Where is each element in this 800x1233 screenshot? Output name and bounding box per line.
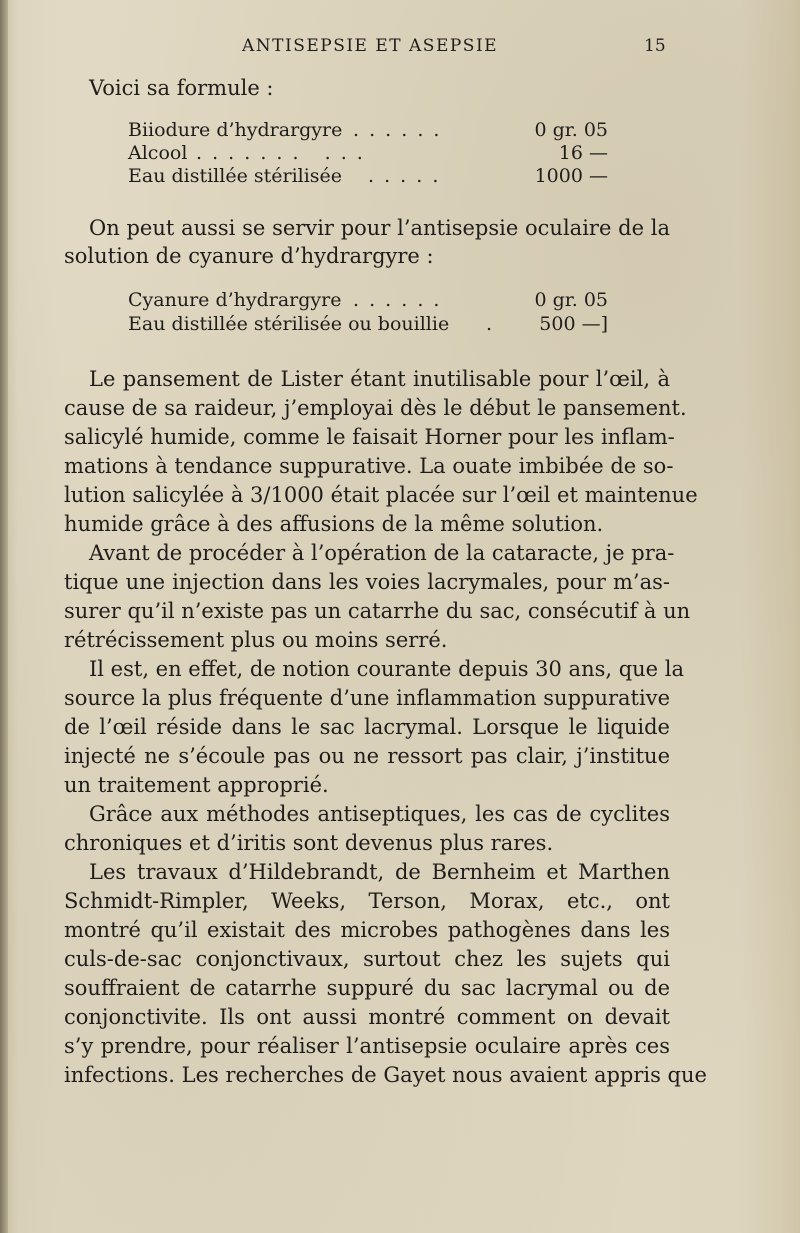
text-line: infections. Les recherches de Gayet nous avaient appris que	[64, 1063, 707, 1087]
ingredient-quantity: 500 —]	[539, 313, 608, 335]
text-line: Schmidt-Rimpler, Weeks, Terson, Morax, etc., ont	[64, 889, 670, 913]
ingredient-name: Cyanure d’hydrargyre	[128, 289, 342, 311]
text-line: souffraient de catarrhe suppuré du sac lacrymal ou de	[64, 976, 670, 1000]
ingredient-quantity: 16 —	[558, 142, 608, 164]
ingredient-quantity: 0 gr. 05	[534, 119, 608, 141]
running-head	[0, 36, 800, 60]
leader-dots: .	[486, 313, 495, 335]
text-line: de l’œil réside dans le sac lacrymal. Lorsque le liquide	[64, 715, 670, 739]
text-line: lution salicylée à 3/1000 était placée sur l’œil et maintenue	[64, 483, 698, 507]
ingredient-name: Alcool	[128, 142, 188, 164]
text-line: mations à tendance suppurative. La ouate imbibée de so-	[64, 454, 674, 478]
leader-dots: . . . . . .	[353, 289, 442, 311]
formula-row	[128, 311, 608, 337]
leader-dots: . . . . . . . . . .	[196, 142, 365, 164]
text-line: surer qu’il n’existe pas un catarrhe du sac, consécutif à un	[64, 599, 691, 623]
ingredient-quantity: 0 gr. 05	[534, 289, 608, 311]
text-line: humide grâce à des affusions de la même solution.	[64, 512, 604, 536]
text-line: s’y prendre, pour réaliser l’antisepsie oculaire après ces	[64, 1034, 670, 1058]
text-line: Avant de procéder à l’opération de la cataracte, je pra-	[89, 541, 675, 565]
text-line: injecté ne s’écoule pas ou ne ressort pas clair, j’institue	[64, 744, 670, 768]
ingredient-name: Eau distillée stérilisée	[128, 165, 343, 187]
ingredient-name: Eau distillée stérilisée ou bouillie	[128, 313, 450, 335]
formula-intro: Voici sa formule :	[89, 76, 274, 100]
text-line: salicylé humide, comme le faisait Horner pour les inflam-	[64, 425, 675, 449]
text-line: culs-de-sac conjonctivaux, surtout chez les sujets qui	[64, 947, 670, 971]
leader-dots: . . . . . .	[353, 119, 442, 141]
leader-dots: . . . . .	[368, 165, 441, 187]
text-line: Grâce aux méthodes antiseptiques, les cas de cyclites	[89, 802, 670, 826]
ingredient-quantity: 1000 —	[534, 165, 608, 187]
text-line: solution de cyanure d’hydrargyre :	[64, 244, 434, 268]
text-line: On peut aussi se servir pour l’antisepsie oculaire de la	[89, 216, 670, 240]
text-line: rétrécissement plus ou moins serré.	[64, 628, 448, 652]
text-line: tique une injection dans les voies lacrymales, pour m’as-	[64, 570, 670, 594]
page-number: 15	[644, 36, 666, 56]
formula-row	[128, 287, 608, 313]
running-title: ANTISEPSIE ET ASEPSIE	[242, 36, 499, 56]
page-binding-edge	[0, 0, 8, 1233]
text-line: un traitement approprié.	[64, 773, 329, 797]
text-line: conjonctivite. Ils ont aussi montré comment on devait	[64, 1005, 670, 1029]
text-line: Les travaux d’Hildebrandt, de Bernheim et Marthen	[89, 860, 670, 884]
text-line: montré qu’il existait des microbes pathogènes dans les	[64, 918, 670, 942]
text-line: cause de sa raideur, j’employai dès le début le pansement.	[64, 396, 687, 420]
text-line: Il est, en effet, de notion courante depuis 30 ans, que la	[89, 657, 685, 681]
text-line: source la plus fréquente d’une inflammation suppurative	[64, 686, 670, 710]
text-line: chroniques et d’iritis sont devenus plus rares.	[64, 831, 554, 855]
text-line: Le pansement de Lister étant inutilisable pour l’œil, à	[89, 367, 670, 391]
ingredient-name: Biiodure d’hydrargyre	[128, 119, 343, 141]
formula-row	[128, 163, 608, 189]
